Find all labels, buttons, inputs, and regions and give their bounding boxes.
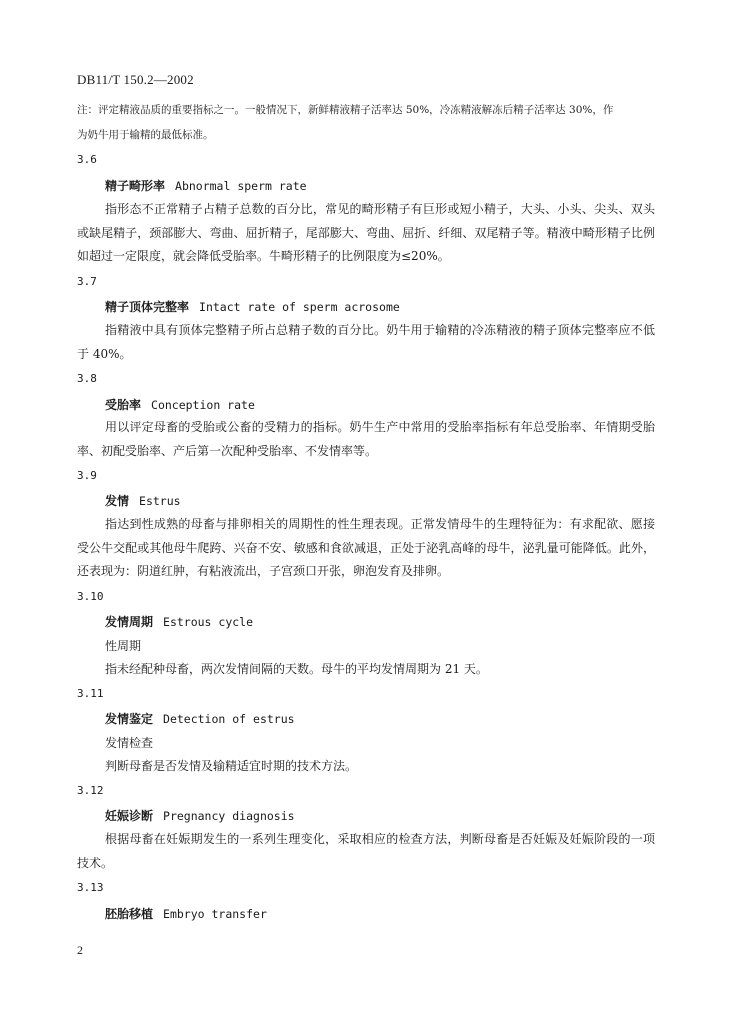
term-english: Pregnancy diagnosis <box>163 809 295 823</box>
term-chinese: 胚胎移植 <box>105 907 154 921</box>
term-definition: 判断母畜是否发情及输精适宜时期的技术方法。 <box>105 759 358 773</box>
term-definition: 指精液中具有顶体完整精子所占总精子数的百分比。奶牛用于输精的冷冻精液的精子顶体完整率应不低于 40%。 <box>77 323 655 361</box>
term-english: Intact rate of sperm acrosome <box>199 300 400 314</box>
clause-number: 3.7 <box>77 275 97 288</box>
term-heading <box>105 492 181 509</box>
clause-number: 3.6 <box>77 153 97 166</box>
term-heading <box>105 807 295 824</box>
clause-number: 3.8 <box>77 372 97 385</box>
clause-number: 3.10 <box>77 590 104 603</box>
term-english: Abnormal sperm rate <box>175 179 307 193</box>
term-chinese: 发情鉴定 <box>105 712 154 726</box>
note-line-2: 为奶牛用于输精的最低标准。 <box>77 129 214 141</box>
clause-number: 3.13 <box>77 881 104 894</box>
term-chinese: 发情周期 <box>105 615 154 629</box>
term-heading <box>105 905 267 922</box>
term-chinese: 受胎率 <box>105 398 142 412</box>
clause-number: 3.12 <box>77 784 104 797</box>
document-code: DB11/T 150.2—2002 <box>77 72 194 87</box>
term-english: Detection of estrus <box>163 712 295 726</box>
term-chinese: 妊娠诊断 <box>105 809 154 823</box>
term-alias: 性周期 <box>105 639 142 653</box>
term-heading <box>105 710 295 727</box>
term-definition: 指未经配种母畜，两次发情间隔的天数。母牛的平均发情周期为 21 天。 <box>105 662 488 676</box>
term-chinese: 精子畸形率 <box>105 179 166 193</box>
term-english: Conception rate <box>151 398 255 412</box>
term-english: Estrous cycle <box>163 615 254 629</box>
term-chinese: 精子顶体完整率 <box>105 300 190 314</box>
term-english: Embryo transfer <box>163 907 267 921</box>
term-heading <box>105 298 400 315</box>
note-line-1: 注：评定精液品质的重要指标之一。一般情况下，新鲜精液精子活率达 50%，冷冻精液解冻后精子活率达 30%，作 <box>77 104 614 116</box>
term-chinese: 发情 <box>105 494 130 508</box>
term-definition: 根据母畜在妊娠期发生的一系列生理变化，采取相应的检查方法，判断母畜是否妊娠及妊娠阶段的一项技术。 <box>77 832 655 870</box>
term-heading <box>105 177 307 194</box>
term-definition: 用以评定母畜的受胎或公畜的受精力的指标。奶牛生产中常用的受胎率指标有年总受胎率、年情期受胎率、初配受胎率、产后第一次配种受胎率、不发情率等。 <box>77 420 655 458</box>
term-heading <box>105 396 255 413</box>
clause-number: 3.11 <box>77 687 104 700</box>
clause-number: 3.9 <box>77 469 97 482</box>
term-definition: 指达到性成熟的母畜与排卵相关的周期性的性生理表现。正常发情母牛的生理特征为：有求配欲、愿接受公牛交配或其他母牛爬跨、兴奋不安、敏感和食欲减退，正处于泌乳高峰的母牛，泌乳量可能降低。此外，还表现为：阴道红肿，有粘液流出，子宫颈口开张，卵泡发育及排卵。 <box>77 517 655 579</box>
term-alias: 发情检查 <box>105 736 154 750</box>
term-definition: 指形态不正常精子占精子总数的百分比，常见的畸形精子有巨形或短小精子，大头、小头、尖头、双头或缺尾精子，颈部膨大、弯曲、屈折精子，尾部膨大、弯曲、屈折、纤细、双尾精子等。精液中畸形精子比例如超过一定限度，就会降低受胎率。牛畸形精子的比例限度为≤20%。 <box>77 202 655 264</box>
page-number: 2 <box>77 943 83 957</box>
term-heading <box>105 613 253 630</box>
term-english: Estrus <box>139 494 181 508</box>
